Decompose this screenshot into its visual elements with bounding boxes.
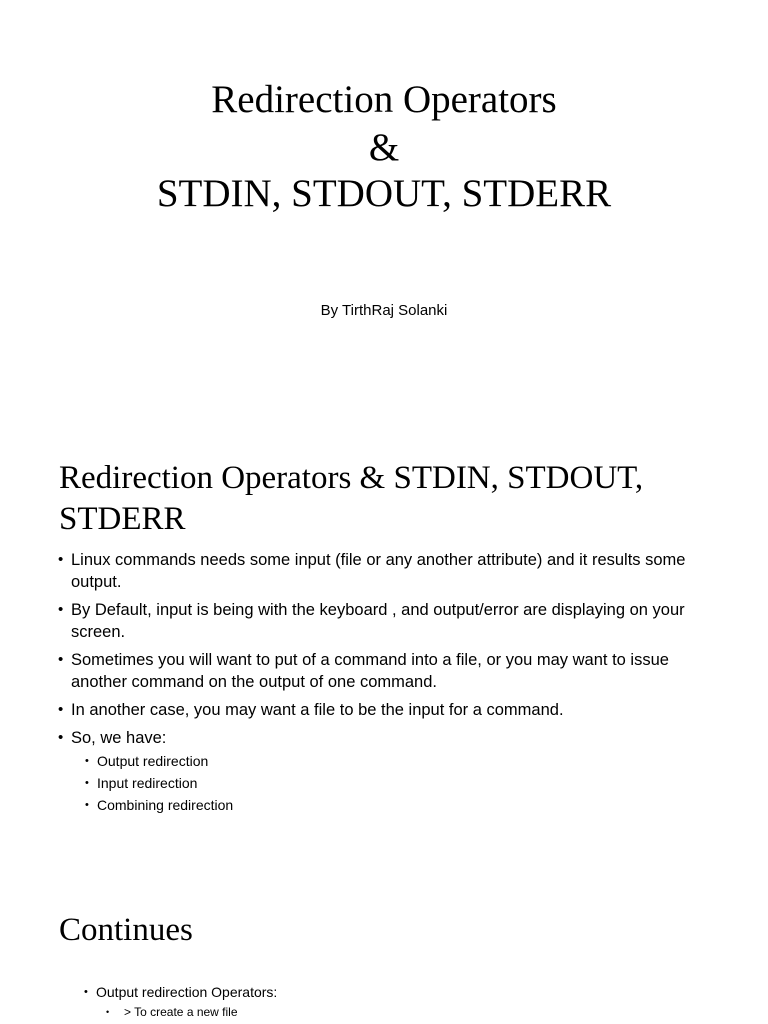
bullet-list <box>0 549 768 816</box>
sub-bullet-item: • Output redirection <box>97 750 697 772</box>
sub-bullet-list <box>0 750 768 816</box>
sub-bullet-item: • Combining redirection <box>97 794 697 816</box>
bullet-item: • In another case, you may want a file to be the input for a command. <box>71 699 721 721</box>
bullet-item: • Linux commands needs some input (file or any another attribute) and it results some output. <box>71 549 721 593</box>
sub-bullet-item: • Input redirection <box>97 772 697 794</box>
slide-heading: Continues <box>59 912 193 948</box>
title-line-1: Redirection Operators <box>211 78 557 121</box>
title-slide <box>0 0 768 420</box>
bullet-item: • Sometimes you will want to put of a command into a file, or you may want to issue another command on the output of one command. <box>71 649 721 693</box>
sub-bullet-item: • > To create a new file <box>124 1004 238 1020</box>
continues-slide <box>0 880 768 1024</box>
bullet-item: • By Default, input is being with the keyboard , and output/error are displaying on your screen. <box>71 599 721 643</box>
author-byline: By TirthRaj Solanki <box>320 302 448 319</box>
bullet-item: • So, we have: <box>71 727 721 749</box>
content-slide <box>0 420 768 880</box>
title-line-2: & <box>368 126 400 169</box>
title-line-3: STDIN, STDOUT, STDERR <box>156 172 612 215</box>
bullet-item: • Output redirection Operators: <box>96 983 277 1001</box>
slide-heading: Redirection Operators & STDIN, STDOUT, STDERR <box>59 460 644 537</box>
